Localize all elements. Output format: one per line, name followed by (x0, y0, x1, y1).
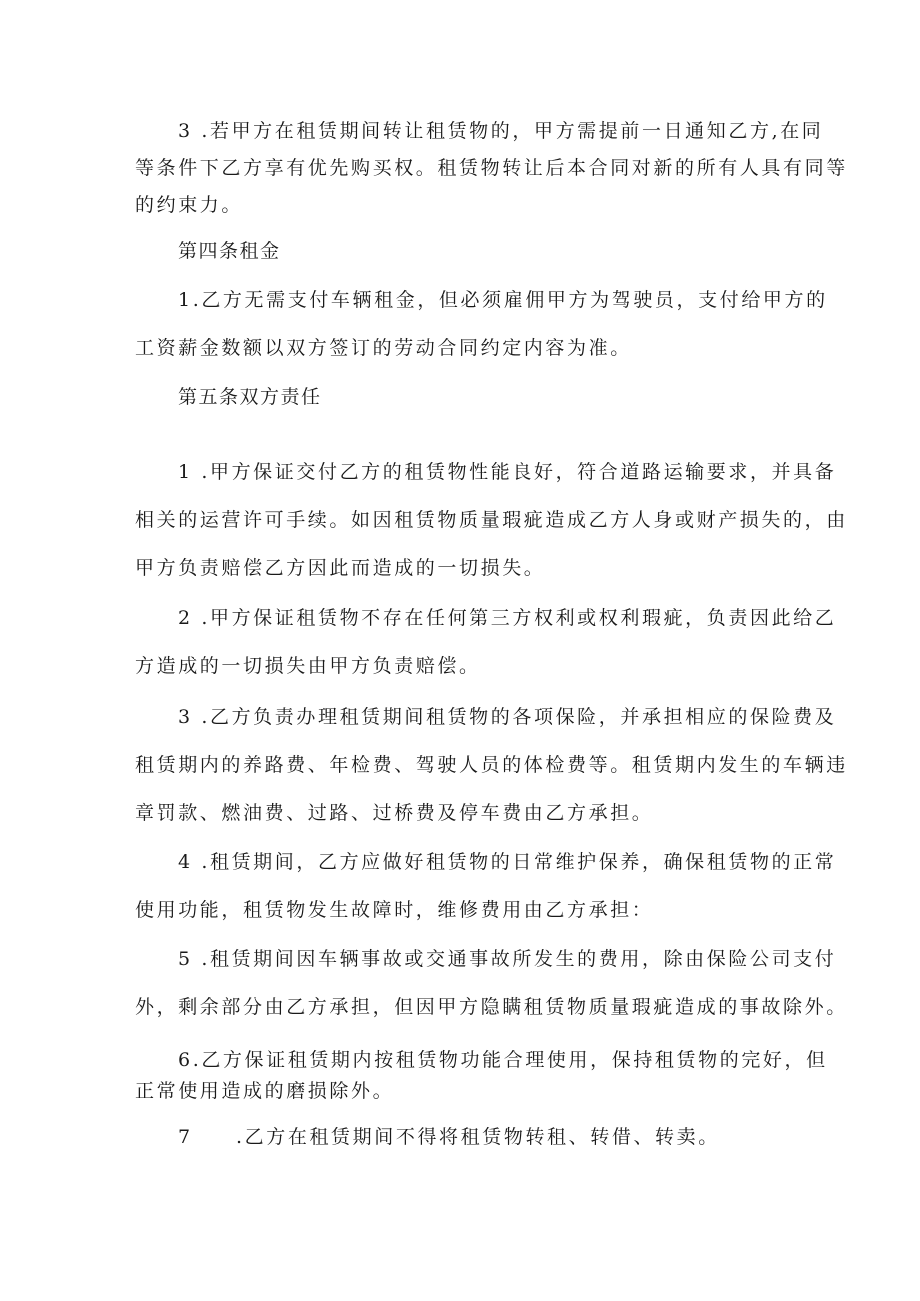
section-heading: 第五条双方责任 (178, 386, 322, 408)
paragraph-line: 相关的运营许可手续。如因租赁物质量瑕疵造成乙方人身或财产损失的，由 (135, 509, 848, 531)
paragraph-line: 4 .租赁期间，乙方应做好租赁物的日常维护保养，确保租赁物的正常 (178, 851, 837, 873)
paragraph-line: 使用功能，租赁物发生故障时，维修费用由乙方承担： (135, 899, 654, 921)
paragraph-line: 租赁期内的养路费、年检费、驾驶人员的体检费等。租赁期内发生的车辆违 (135, 754, 848, 776)
paragraph-line (178, 1126, 720, 1148)
paragraph-line: 6.乙方保证租赁期内按租赁物功能合理使用，保持租赁物的完好，但 (178, 1049, 828, 1071)
paragraph-line: 1 .甲方保证交付乙方的租赁物性能良好，符合道路运输要求，并具备 (178, 461, 837, 483)
paragraph-line: 等条件下乙方享有优先购买权。租赁物转让后本合同对新的所有人具有同等 (135, 157, 848, 179)
paragraph-line: 正常使用造成的磨损除外。 (135, 1080, 395, 1102)
paragraph-line: 方造成的一切损失由甲方负责赔偿。 (135, 655, 481, 677)
paragraph-line: 的约束力。 (135, 194, 244, 216)
paragraph-line: 3 .若甲方在租赁期间转让租赁物的，甲方需提前一日通知乙方,在同 (178, 120, 824, 142)
item-text: .乙方在租赁期间不得将租赁物转租、转借、转卖。 (236, 1126, 720, 1148)
paragraph-line: 章罚款、燃油费、过路、过桥费及停车费由乙方承担。 (135, 802, 654, 824)
paragraph-line: 外，剩余部分由乙方承担，但因甲方隐瞒租赁物质量瑕疵造成的事故除外。 (135, 996, 848, 1018)
paragraph-line: 5 .租赁期间因车辆事故或交通事故所发生的费用，除由保险公司支付 (178, 948, 837, 970)
paragraph-line: 甲方负责赔偿乙方因此而造成的一切损失。 (135, 557, 546, 579)
section-heading: 第四条租金 (178, 240, 281, 262)
paragraph-line: 1.乙方无需支付车辆租金，但必须雇佣甲方为驾驶员，支付给甲方的 (178, 289, 828, 311)
paragraph-line: 工资薪金数额以双方签订的劳动合同约定内容为准。 (135, 337, 632, 359)
paragraph-line: 3 .乙方负责办理租赁期间租赁物的各项保险，并承担相应的保险费及 (178, 706, 837, 728)
item-number: 7 (178, 1126, 191, 1148)
paragraph-line: 2 .甲方保证租赁物不存在任何第三方权利或权利瑕疵，负责因此给乙 (178, 607, 837, 629)
